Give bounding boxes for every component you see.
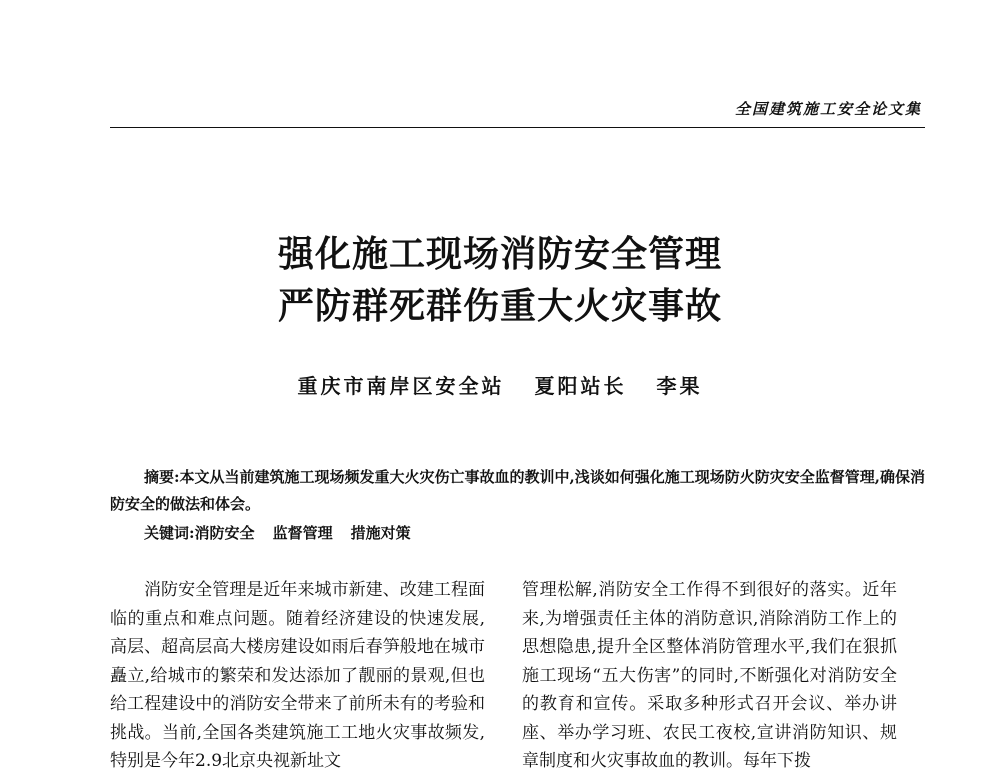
author-organization: 重庆市南岸区安全站 xyxy=(297,374,505,398)
keyword-item: 消防安全 xyxy=(194,524,255,542)
author-position: 夏阳站长 xyxy=(534,374,627,398)
abstract-label: 摘要: xyxy=(144,468,180,486)
author-name: 李果 xyxy=(656,374,703,398)
title-line-2: 严防群死群伤重大火灾事故 xyxy=(277,285,722,327)
body-right-column xyxy=(522,576,897,776)
article-title xyxy=(0,228,1000,332)
keyword-item: 措施对策 xyxy=(350,524,411,542)
abstract xyxy=(110,464,925,518)
header-rule xyxy=(110,127,925,128)
body-left-column xyxy=(110,576,485,776)
running-head: 全国建筑施工安全论文集 xyxy=(734,100,922,118)
byline xyxy=(0,370,1000,399)
title-line-1: 强化施工现场消防安全管理 xyxy=(277,233,722,275)
keyword-item: 监督管理 xyxy=(272,524,333,542)
keywords-label: 关键词: xyxy=(144,524,195,542)
abstract-text: 本文从当前建筑施工现场频发重大火灾伤亡事故血的教训中,浅谈如何强化施工现场防火防灾安全监督管理,确保消防安全的做法和体会。 xyxy=(110,468,925,513)
keywords xyxy=(144,522,429,543)
body-paragraph: 管理松解,消防安全工作得不到很好的落实。近年来,为增强责任主体的消防意识,消除消防工作上的思想隐患,提升全区整体消防管理水平,我们在狠抓施工现场“五大伤害”的同时,不断强化对消防安全的教育和宣传。采取多种形式召开会议、举办讲座、举办学习班、农民工夜校,宣讲消防知识、规章制度和火灾事故血的教训。每年下拨 xyxy=(522,580,897,771)
body-paragraph: 消防安全管理是近年来城市新建、改建工程面临的重点和难点问题。随着经济建设的快速发展,高层、超高层高大楼房建设如雨后春笋般地在城市矗立,给城市的繁荣和发达添加了靓丽的景观,但也给工程建设中的消防安全带来了前所未有的考验和挑战。当前,全国各类建筑施工工地火灾事故频发,特别是今年2.9北京央视新址文 xyxy=(110,580,485,771)
